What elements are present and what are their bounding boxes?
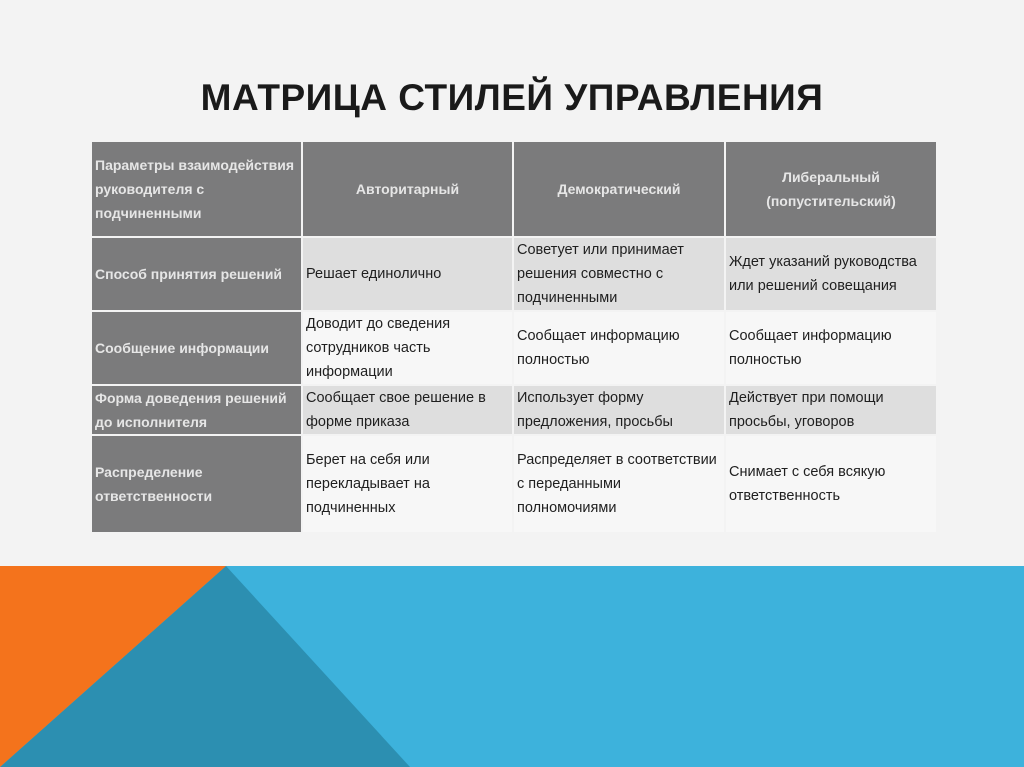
row-label: Распределение ответственности bbox=[91, 435, 302, 533]
row-label: Сообщение информации bbox=[91, 311, 302, 385]
cell-democratic: Распределяет в соответствии с переданными полномочиями bbox=[513, 435, 725, 533]
cell-authoritarian: Сообщает свое решение в форме приказа bbox=[302, 385, 513, 435]
slide-title: МАТРИЦА СТИЛЕЙ УПРАВЛЕНИЯ bbox=[200, 76, 824, 118]
cell-authoritarian: Берет на себя или перекладывает на подчиненных bbox=[302, 435, 513, 533]
cell-authoritarian: Доводит до сведения сотрудников часть информации bbox=[302, 311, 513, 385]
header-democratic: Демократический bbox=[513, 141, 725, 237]
cell-liberal: Сообщает информацию полностью bbox=[725, 311, 937, 385]
cell-democratic: Сообщает информацию полностью bbox=[513, 311, 725, 385]
cell-authoritarian: Решает единолично bbox=[302, 237, 513, 311]
cell-liberal: Действует при помощи просьбы, уговоров bbox=[725, 385, 937, 435]
cell-liberal: Ждет указаний руководства или решений совещания bbox=[725, 237, 937, 311]
header-authoritarian: Авторитарный bbox=[302, 141, 513, 237]
cell-liberal: Снимает с себя всякую ответственность bbox=[725, 435, 937, 533]
row-label: Способ принятия решений bbox=[91, 237, 302, 311]
cell-democratic: Советует или принимает решения совместно с подчиненными bbox=[513, 237, 725, 311]
header-liberal: Либеральный (попустительский) bbox=[725, 141, 937, 237]
row-label: Форма доведения решений до исполнителя bbox=[91, 385, 302, 435]
header-parameters: Параметры взаимодействия руководителя с подчиненными bbox=[91, 141, 302, 237]
cell-democratic: Использует форму предложения, просьбы bbox=[513, 385, 725, 435]
